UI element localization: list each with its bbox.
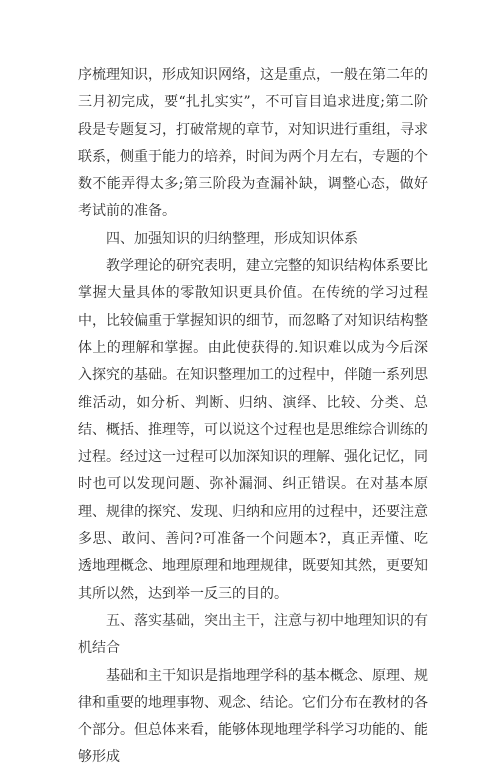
document-page: [78, 62, 428, 772]
paragraph-body: 教学理论的研究表明，建立完整的知识结构体系要比掌握大量具体的零散知识更具价值。在传统的学习过程中，比较偏重于掌握知识的细节，而忽略了对知识结构整体上的理解和掌握。由此使获得的.知识难以成为今后深入探究的基础。在知识整理加工的过程中，伴随一系列思维活动，如分析、判断、归纳、演绎、比较、分类、总结、概括、推理等，可以说这个过程也是思维综合训练的过程。经过这一过程可以加深知识的理解、强化记忆，同时也可以发现问题、弥补漏洞、纠正错误。在对基本原理、规律的探究、发现、归纳和应用的过程中，还要注意多思、敢问、善问?可准备一个问题本?，真正弄懂、吃透地理概念、地理原理和地理规律，既要知其然，更要知其所以然，达到举一反三的目的。: [78, 258, 428, 602]
section-heading-4: 四、加强知识的归纳整理，形成知识体系: [106, 230, 358, 247]
paragraph-continuation: 序梳理知识，形成知识网络，这是重点，一般在第二年的三月初完成，要“扎扎实实”，不可盲目追求进度;第二阶段是专题复习，打破常规的章节，对知识进行重组，寻求联系，侧重于能力的培养，时间为两个月左右，专题的个数不能弄得太多;第三阶段为查漏补缺，调整心态，做好考试前的准备。: [78, 67, 428, 220]
section-heading-5: 五、落实基础，突出主干，注意与初中地理知识的有机结合: [78, 612, 428, 657]
paragraph-body: 基础和主干知识是指地理学科的基本概念、原理、规律和重要的地理事物、观念、结论。它们分布在教材的各个部分。但总体来看，能够体现地理学科学习功能的、能够形成: [78, 667, 428, 766]
